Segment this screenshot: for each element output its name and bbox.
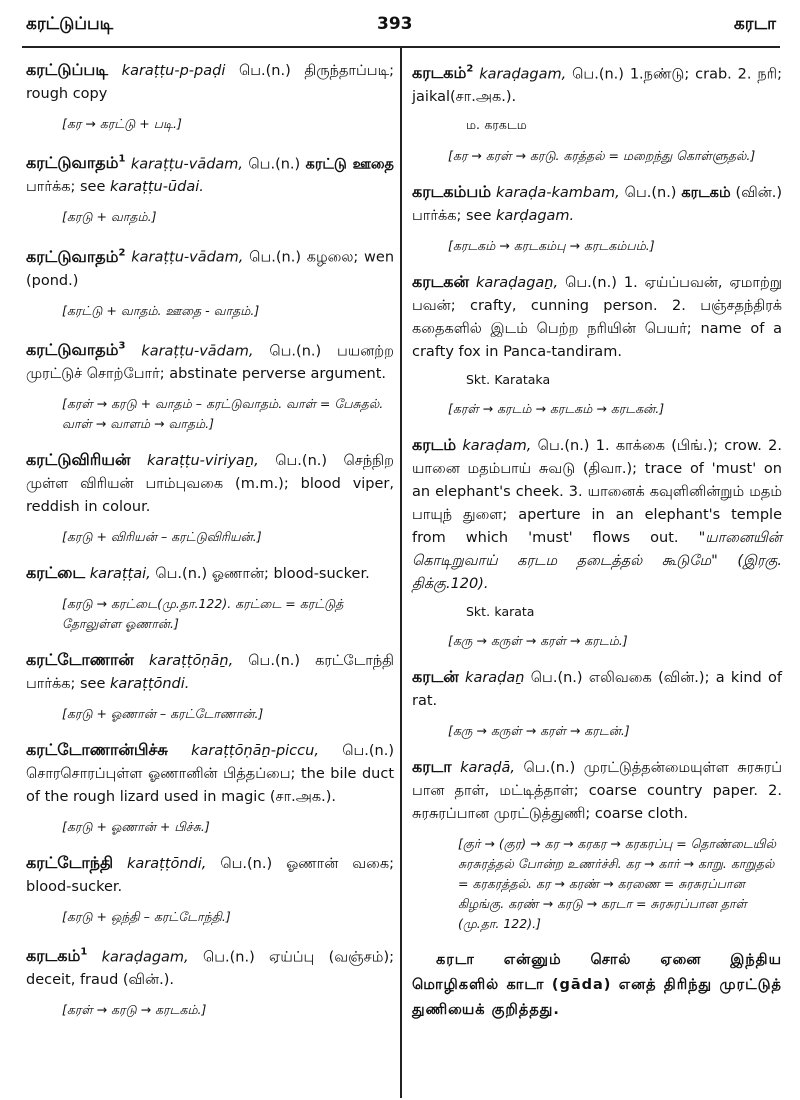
etymology: [கரள் → கரடம் → கரடகம் → கரடகன்.] <box>448 401 665 417</box>
dictionary-entry <box>412 180 782 228</box>
etymology: [குர் → (குர) → கர → கரகர → கரகரப்பு = தொண்டையில் சுரசுரத்தல் போன்ற உணர்ச்சி. கர → கார் → காறு. காறுதல் = கரகரத்தல். கர → கரண் → கரணை = சுரசுரப்பான கிழங்கு. கரண் → கரடு → கரடா = சுரசுரப்பான தாள் (மு.தா. 122).] <box>458 836 776 932</box>
etymology: [கரடு + ஓணான் + பிச்சு.] <box>62 818 210 834</box>
headword: கரட்டுவாதம்$^2$ <box>26 246 126 266</box>
definition: பெ.(n.) முரட்டுத்தன்மையுள்ள சுரசுரப் பான தாள், மட்டித்தாள்; coarse country paper. 2. சுரசுரப்பான முரட்டுத்துணி; coarse cloth. <box>412 760 782 823</box>
headword: கரட்டுவிரியன் <box>26 449 131 469</box>
etymology: [கரு → கருள் → கரள் → கரடம்.] <box>448 633 628 649</box>
definition-suffix: பார்க்க; see <box>26 179 110 196</box>
headword: கரடகம்$^2$ <box>412 63 474 83</box>
definition: பெ.(n.) 1. காக்கை (பிங்.); crow. 2. யானை மதம்பாய் சுவடு (திவா.); trace of 'must' on an elephant's cheek. 3. யானைக் கவுளினின்றும் மதம் பாயுந் துளை; aperture in an elephant's temple from which 'must' flows out. <box>412 438 783 547</box>
definition: பெ.(n.) திருந்தாப்படி; rough copy <box>26 63 395 102</box>
dictionary-entry <box>26 448 394 519</box>
headword: கரட்டுவாதம்$^1$ <box>26 153 126 173</box>
cognate-language: Skt. Karataka <box>466 372 551 388</box>
cross-reference-term: கரடகம் <box>681 185 731 202</box>
cross-reference-term: கரட்டு ஊதை <box>305 156 395 173</box>
dictionary-entry <box>26 561 394 586</box>
see-transliteration: karaṭṭōndi. <box>110 675 190 692</box>
literary-quotation: "யானையின் கொடிறுவாய் கரடம தடைத்தல் கூடுமே" (இரகு. திக்கு.120). <box>412 530 782 593</box>
etymology: [கரடு → கரட்டை(மு.தா.122). கரட்டை = கரட்டுத் தோலுள்ள ஓணான்.] <box>62 595 344 631</box>
etymology: [கரடு + ஓணான் – கரட்டோணான்.] <box>62 705 264 721</box>
etymology: [கரு → கருள் → கரள் → கரடன்.] <box>448 723 630 739</box>
transliteration: karaḍam, <box>462 438 532 455</box>
transliteration: karaḍaṉ <box>465 670 525 687</box>
transliteration: karaṭṭu-vādam, <box>141 342 254 359</box>
etymology: [கர → கரள் → கரடு. கரத்தல் = மறைந்து கொள்ளுதல்.] <box>448 148 756 164</box>
etymology: [கரடு + வாதம்.] <box>62 209 157 225</box>
dictionary-entry <box>412 433 782 596</box>
definition-prefix: பெ.(n.) <box>248 156 306 173</box>
definition: பெ.(n.) 1.நண்டு; crab. 2. நரி; jaikal(சா.அக.). <box>412 66 782 106</box>
etymology: [கரடகம் → கரடகம்பு → கரடகம்பம்.] <box>448 238 655 254</box>
definition-prefix: பெ.(n.) <box>624 185 682 202</box>
headword: கரடன் <box>412 667 459 687</box>
etymology: [கரடு + விரியன் – கரட்டுவிரியன்.] <box>62 528 262 544</box>
definition: பெ.(n.) பயனற்ற முரட்டுச் சொற்போர்; abstinate perverse argument. <box>26 342 395 382</box>
definition: பெ.(n.) செந்நிற முள்ள விரியன் பாம்புவகை (m.m.); blood viper, reddish in colour. <box>26 452 395 515</box>
transliteration: karaḍa-kambam, <box>496 185 620 202</box>
definition: பெ.(n.) ஓணான் வகை; blood-sucker. <box>26 855 395 895</box>
cognate-language: ம. கரகடம <box>466 117 527 133</box>
dictionary-entry <box>26 648 394 696</box>
definition: பெ.(n.) 1. ஏய்ப்பவன், ஏமாற்று பவன்; crafty, cunning person. 2. பஞ்சதந்திரக் கதைகளில் இடம் பெற்ற நரியின் பெயர்; name of a crafty fox in Panca-tandiram. <box>412 275 783 361</box>
left-column <box>26 58 394 1034</box>
dictionary-entry <box>26 738 394 809</box>
transliteration: karaṭṭu-vādam, <box>131 249 244 266</box>
definition: பெ.(n.) ஓணான்; blood-sucker. <box>155 565 370 582</box>
headword: கரட்டை <box>26 562 86 582</box>
definition: பெ.(n.) சொரசொரப்புள்ள ஓணானின் பித்தப்பை; the bile duct of the rough lizard used in magic (சா.அக.). <box>26 742 395 805</box>
headword: கரடா <box>412 757 452 777</box>
dictionary-entry <box>26 58 394 106</box>
dictionary-entry <box>412 58 782 109</box>
transliteration: karaḍagaṉ, <box>475 275 559 292</box>
dictionary-entry <box>26 851 394 899</box>
page-header <box>0 0 800 46</box>
closing-note: கரடா என்னும் சொல் ஏனை இந்திய மொழிகளில் காடா (gāda) எனத் திரிந்து முரட்டுத் துணியைக் குறித்தது. <box>412 952 782 1019</box>
cognate-language: Skt. karata <box>466 604 535 620</box>
dictionary-entry <box>26 335 394 386</box>
dictionary-entry <box>26 241 394 292</box>
headword: கரடகம்பம் <box>412 182 492 202</box>
etymology: [கரள் → கரடு + வாதம் – கரட்டுவாதம். வாள் = பேசுதல். வாள் → வாளம் → வாதம்.] <box>62 395 384 431</box>
definition-prefix: பெ.(n.) கரட்டோந்தி பார்க்க; see <box>26 652 395 692</box>
etymology: [கர → கரட்டு + படி.] <box>62 116 182 131</box>
definition: பெ.(n.) எலிவகை (வின்.); a kind of rat. <box>412 670 783 710</box>
headword: கரடகன் <box>412 272 469 292</box>
transliteration: karaṭṭu-vādam, <box>130 156 244 173</box>
headword: கரட்டோணான் <box>26 649 134 669</box>
etymology: [கரள் → கரடு → கரடகம்.] <box>62 1002 207 1018</box>
etymology: [கரட்டு + வாதம். ஊதை - வாதம்.] <box>62 302 260 318</box>
headword: கரட்டுப்படி <box>26 60 109 79</box>
right-column <box>412 58 782 1023</box>
headword: கரடகம்$^1$ <box>26 946 88 966</box>
headword: கரட்டுவாதம்$^3$ <box>26 339 126 359</box>
column-rule <box>400 48 402 1098</box>
dictionary-entry <box>412 755 782 826</box>
running-head-right: கரடா <box>733 14 776 34</box>
transliteration: karaṭṭōṇāṉ, <box>148 652 234 669</box>
definition-suffix: (வின்.) பார்க்க; see <box>412 185 783 225</box>
headword: கரட்டோந்தி <box>26 852 114 872</box>
dictionary-entry <box>412 270 782 364</box>
transliteration: karaṭṭu-viriyaṉ, <box>146 452 259 469</box>
transliteration: karaṭṭōndi, <box>127 855 207 872</box>
running-head-left: கரட்டுப்படி <box>26 14 114 34</box>
definition: பெ.(n.) ஏய்ப்பு (வஞ்சம்); deceit, fraud (வின்.). <box>26 949 394 989</box>
dictionary-entry <box>26 148 394 199</box>
headword: கரட்டோணான்பிச்சு <box>26 739 168 759</box>
etymology: [கரடு + ஒந்தி – கரட்டோந்தி.] <box>62 908 231 924</box>
dictionary-entry <box>412 665 782 713</box>
headword: கரடம் <box>412 435 457 455</box>
see-transliteration: karaṭṭu-ūdai. <box>110 179 204 196</box>
see-transliteration: karḍagam. <box>496 208 575 225</box>
page-number: 393 <box>377 14 413 34</box>
transliteration: karaḍagam, <box>101 949 189 966</box>
transliteration: karaṭṭu-p-paḍi <box>121 63 226 79</box>
definition: பெ.(n.) கழலை; wen (pond.) <box>26 249 395 289</box>
dictionary-entry <box>26 941 394 992</box>
transliteration: karaṭṭōṇāṉ-piccu, <box>191 742 319 759</box>
transliteration: karaḍagam, <box>479 66 567 83</box>
transliteration: karaḍā, <box>460 760 515 777</box>
transliteration: karaṭṭai, <box>89 565 151 582</box>
